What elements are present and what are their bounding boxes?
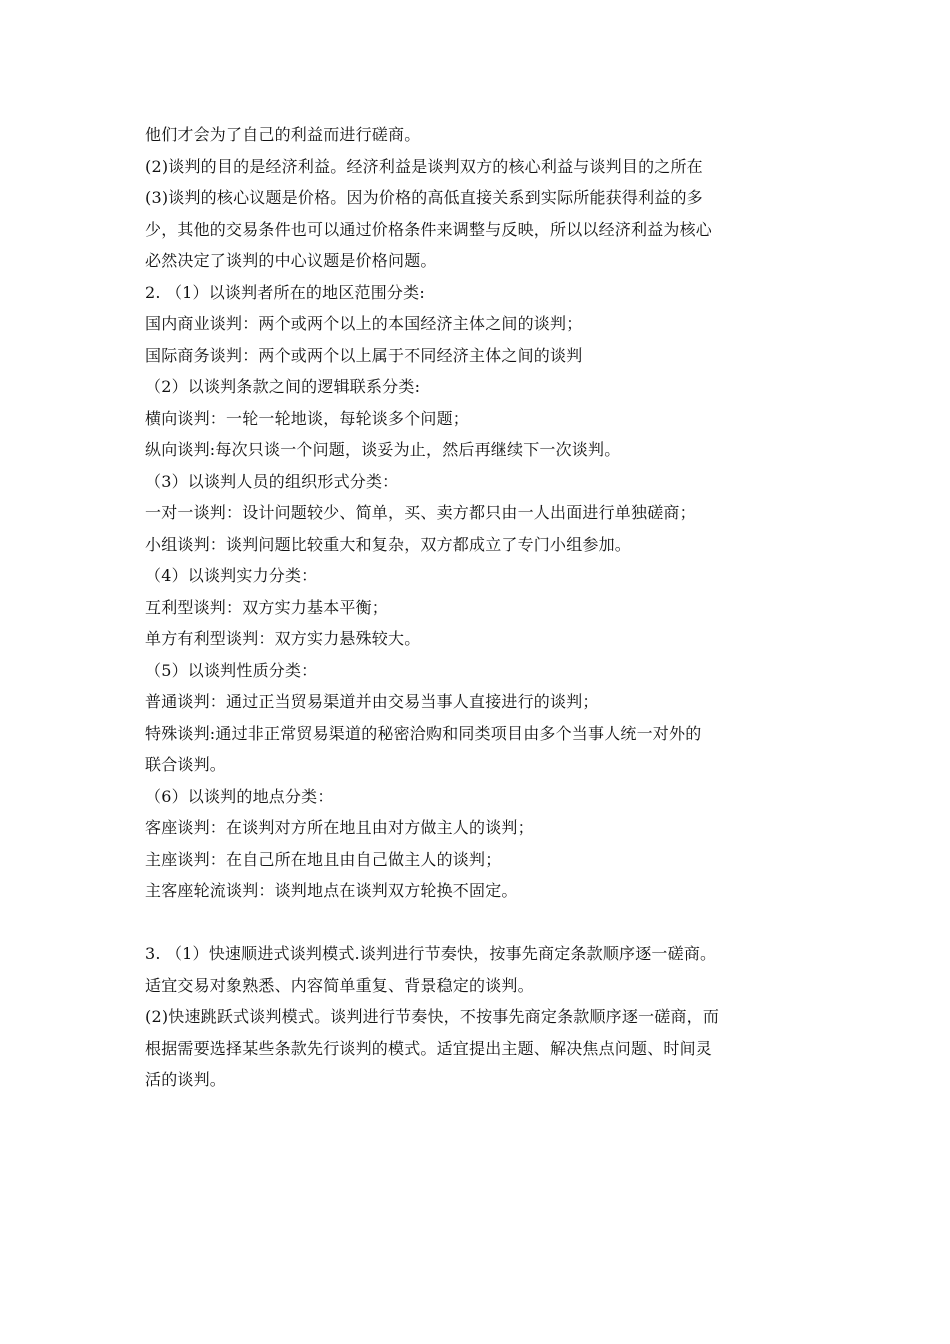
text-line: 活的谈判。	[145, 1070, 227, 1089]
document-body	[145, 119, 813, 1096]
text-line: (2)谈判的目的是经济利益。经济利益是谈判双方的核心利益与谈判目的之所在	[145, 156, 703, 176]
text-line: (2)快速跳跃式谈判模式。谈判进行节奏快，不按事先商定条款顺序逐一磋商，而	[145, 1007, 720, 1026]
subsection-heading: （4）以谈判实力分类：	[145, 566, 318, 585]
text-line: 互利型谈判：双方实力基本平衡；	[145, 597, 389, 617]
text-line: 他们才会为了自己的利益而进行磋商。	[145, 125, 421, 144]
text-line: 适宜交易对象熟悉、内容简单重复、背景稳定的谈判。	[145, 975, 534, 995]
text-line: 客座谈判：在谈判对方所在地且由对方做主人的谈判；	[145, 818, 534, 837]
paragraph-gap	[145, 907, 813, 939]
text-line: 小组谈判：谈判问题比较重大和复杂，双方都成立了专门小组参加。	[145, 534, 632, 554]
text-line: 横向谈判：一轮一轮地谈，每轮谈多个问题；	[145, 408, 470, 428]
text-line: 联合谈判。	[145, 755, 227, 774]
text-line: 主客座轮流谈判：谈判地点在谈判双方轮换不固定。	[145, 881, 518, 900]
text-line: 单方有利型谈判：双方实力悬殊较大。	[145, 629, 421, 648]
text-line: 国际商务谈判：两个或两个以上属于不同经济主体之间的谈判	[145, 345, 583, 365]
section-heading: 3. （1）快速顺进式谈判模式.谈判进行节奏快，按事先商定条款顺序逐一磋商。	[145, 944, 717, 963]
subsection-heading: （6）以谈判的地点分类：	[145, 786, 334, 806]
text-line: (3)谈判的核心议题是价格。因为价格的高低直接关系到实际所能获得利益的多	[145, 188, 703, 207]
subsection-heading: （5）以谈判性质分类：	[145, 660, 318, 680]
subsection-heading: （2）以谈判条款之间的逻辑联系分类:	[145, 377, 421, 396]
text-line: 必然决定了谈判的中心议题是价格问题。	[145, 251, 437, 270]
text-line: 根据需要选择某些条款先行谈判的模式。适宜提出主题、解决焦点问题、时间灵	[145, 1038, 713, 1058]
text-line: 少，其他的交易条件也可以通过价格条件来调整与反映，所以以经济利益为核心	[145, 219, 713, 239]
text-line: 普通谈判：通过正当贸易渠道并由交易当事人直接进行的谈判；	[145, 692, 599, 711]
section-heading: 2. （1）以谈判者所在的地区范围分类:	[145, 282, 425, 302]
text-line: 一对一谈判：设计问题较少、简单，买、卖方都只由一人出面进行单独磋商；	[145, 503, 696, 522]
text-line: 国内商业谈判：两个或两个以上的本国经济主体之间的谈判；	[145, 314, 583, 333]
text-line: 纵向谈判:每次只谈一个问题，谈妥为止，然后再继续下一次谈判。	[145, 440, 621, 459]
subsection-heading: （3）以谈判人员的组织形式分类：	[145, 471, 399, 491]
text-line: 主座谈判：在自己所在地且由自己做主人的谈判；	[145, 849, 502, 869]
text-line: 特殊谈判:通过非正常贸易渠道的秘密洽购和同类项目由多个当事人统一对外的	[145, 723, 702, 743]
